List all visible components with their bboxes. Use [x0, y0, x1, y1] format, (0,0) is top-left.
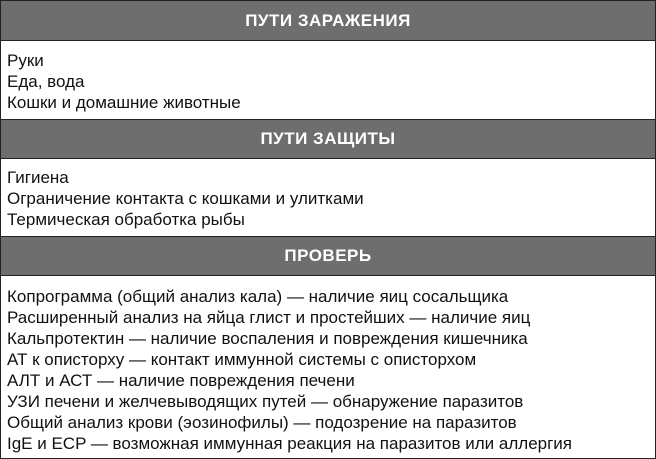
section-body-infection-routes [1, 41, 655, 119]
section-title: ПРОВЕРЬ [284, 246, 372, 265]
list-item: Общий анализ крови (эозинофилы) — подозрение на паразитов [7, 413, 517, 432]
section-header-infection-routes [1, 1, 655, 41]
list-item: Руки [7, 51, 44, 70]
list-item: АЛТ и АСТ — наличие повреждения печени [7, 371, 355, 390]
section-body-check [1, 276, 655, 458]
section-title: ПУТИ ЗАРАЖЕНИЯ [245, 10, 411, 30]
list-item: Термическая обработка рыбы [7, 210, 245, 229]
list-item: Кальпротектин — наличие воспаления и повреждения кишечника [7, 329, 528, 348]
list-item: Ограничение контакта с кошками и улитками [7, 189, 364, 208]
section-body-protection-routes [1, 159, 655, 236]
list-item: IgE и ECP — возможная иммунная реакция на паразитов или аллергия [7, 434, 573, 453]
section-title: ПУТИ ЗАЩИТЫ [260, 129, 396, 148]
list-item: УЗИ печени и желчевыводящих путей — обнаружение паразитов [7, 392, 524, 411]
list-item: Кошки и домашние животные [7, 93, 241, 112]
list-item: Расширенный анализ на яйца глист и простейших — наличие яиц [7, 308, 531, 327]
list-item: Еда, вода [7, 72, 85, 91]
list-item: Копрограмма (общий анализ кала) — наличие яиц сосальщика [7, 287, 509, 306]
list-item: АТ к описторху — контакт иммунной системы с описторхом [7, 350, 477, 369]
list-item: Гигиена [7, 168, 69, 187]
section-header-check [1, 236, 655, 276]
section-header-protection-routes [1, 119, 655, 159]
